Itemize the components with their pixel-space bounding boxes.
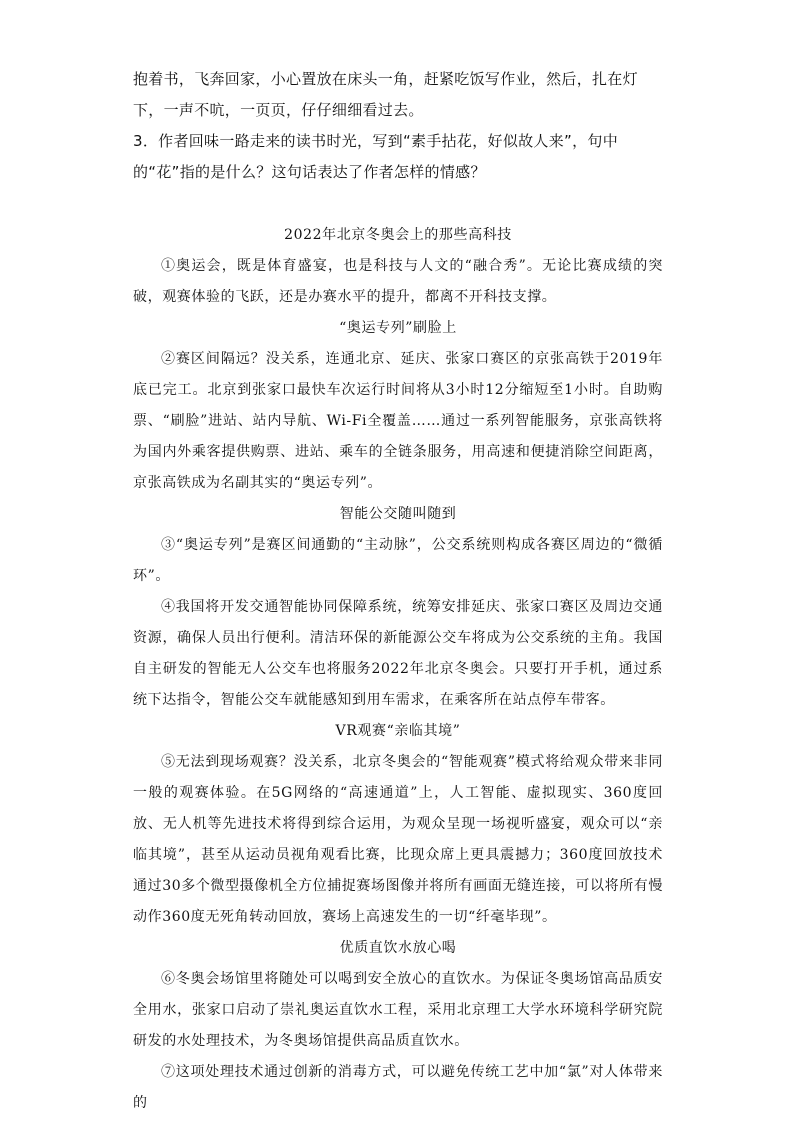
paragraph-4: ④我国将开发交通智能协同保障系统，统筹安排延庆、张家口赛区及周边交通资源，确保人员出行便利。清洁环保的新能源公交车将成为公交系统的主角。我国自主研发的智能无人公交车也将服务2022年北京冬奥会。只要打开手机，通过系统下达指令，智能公交车就能感知到用车需求，在乘客所在站点停车带客。 bbox=[133, 599, 663, 708]
paragraph-1: ①奥运会，既是体育盛宴，也是科技与人文的“融合秀”。无论比赛成绩的突破，观赛体验的飞跃，还是办赛水平的提升，都离不开科技支撑。 bbox=[133, 258, 663, 305]
subheading-4: 优质直饮水放心喝 bbox=[339, 940, 457, 956]
article-title: 2022年北京冬奥会上的那些高科技 bbox=[284, 227, 512, 243]
question-3: 3．作者回味一路走来的读书时光，写到“素手拈花，好似故人来”，句中的“花”指的是什么？这句话表达了作者怎样的情感？ bbox=[133, 132, 618, 181]
paragraph-5: ⑤无法到现场观赛？没关系，北京冬奥会的“智能观赛”模式将给观众带来非同一般的观赛体验。在5G网络的“高速通道”上，人工智能、虚拟现实、360度回放、无人机等先进技术将得到综合运用，为观众呈现一场视听盛宴，观众可以“亲临其境”，甚至从运动员视角观看比赛，比现众席上更具震撼力；360度回放技术通过30多个微型摄像机全方位捕捉赛场图像并将所有画面无缝连接，可以将所有慢动作360度无死角转动回放，赛场上高速发生的一切“纤毫毕现”。 bbox=[133, 754, 664, 925]
subheading-3: VR观赛“亲临其境” bbox=[335, 723, 461, 739]
previous-passage-ending: 抱着书，飞奔回家，小心置放在床头一角，赶紧吃饭写作业，然后，扎在灯下，一声不吭，一页页，仔仔细细看过去。 bbox=[133, 70, 638, 119]
paragraph-2: ②赛区间隔远？没关系，连通北京、延庆、张家口赛区的京张高铁于2019年底已完工。北京到张家口最快车次运行时间将从3小时12分缩短至1小时。自助购票、“刷脸”进站、站内导航、Wi-Fi全覆盖……通过一系列智能服务，京张高铁将为国内外乘客提供购票、进站、乘车的全链条服务，用高速和便捷消除空间距离，京张高铁成为名副其实的“奥运专列”。 bbox=[133, 351, 663, 491]
subheading-2: 智能公交随叫随到 bbox=[339, 506, 457, 522]
paragraph-6: ⑥冬奥会场馆里将随处可以喝到安全放心的直饮水。为保证冬奥场馆高品质安全用水，张家口启动了崇礼奥运直饮水工程，采用北京理工大学水环境科学研究院研发的水处理技术，为冬奥场馆提供高品质直饮水。 bbox=[133, 971, 663, 1049]
reading-article bbox=[133, 220, 663, 1119]
previous-section bbox=[133, 64, 663, 188]
subheading-1: “奥运专列”刷脸上 bbox=[339, 320, 457, 336]
paragraph-7: ⑦这项处理技术通过创新的消毒方式，可以避免传统工艺中加“氯”对人体带来的 bbox=[133, 1064, 663, 1111]
paragraph-3: ③“奥运专列”是赛区间通勤的“主动脉”，公交系统则构成各赛区周边的“微循环”。 bbox=[133, 537, 663, 584]
